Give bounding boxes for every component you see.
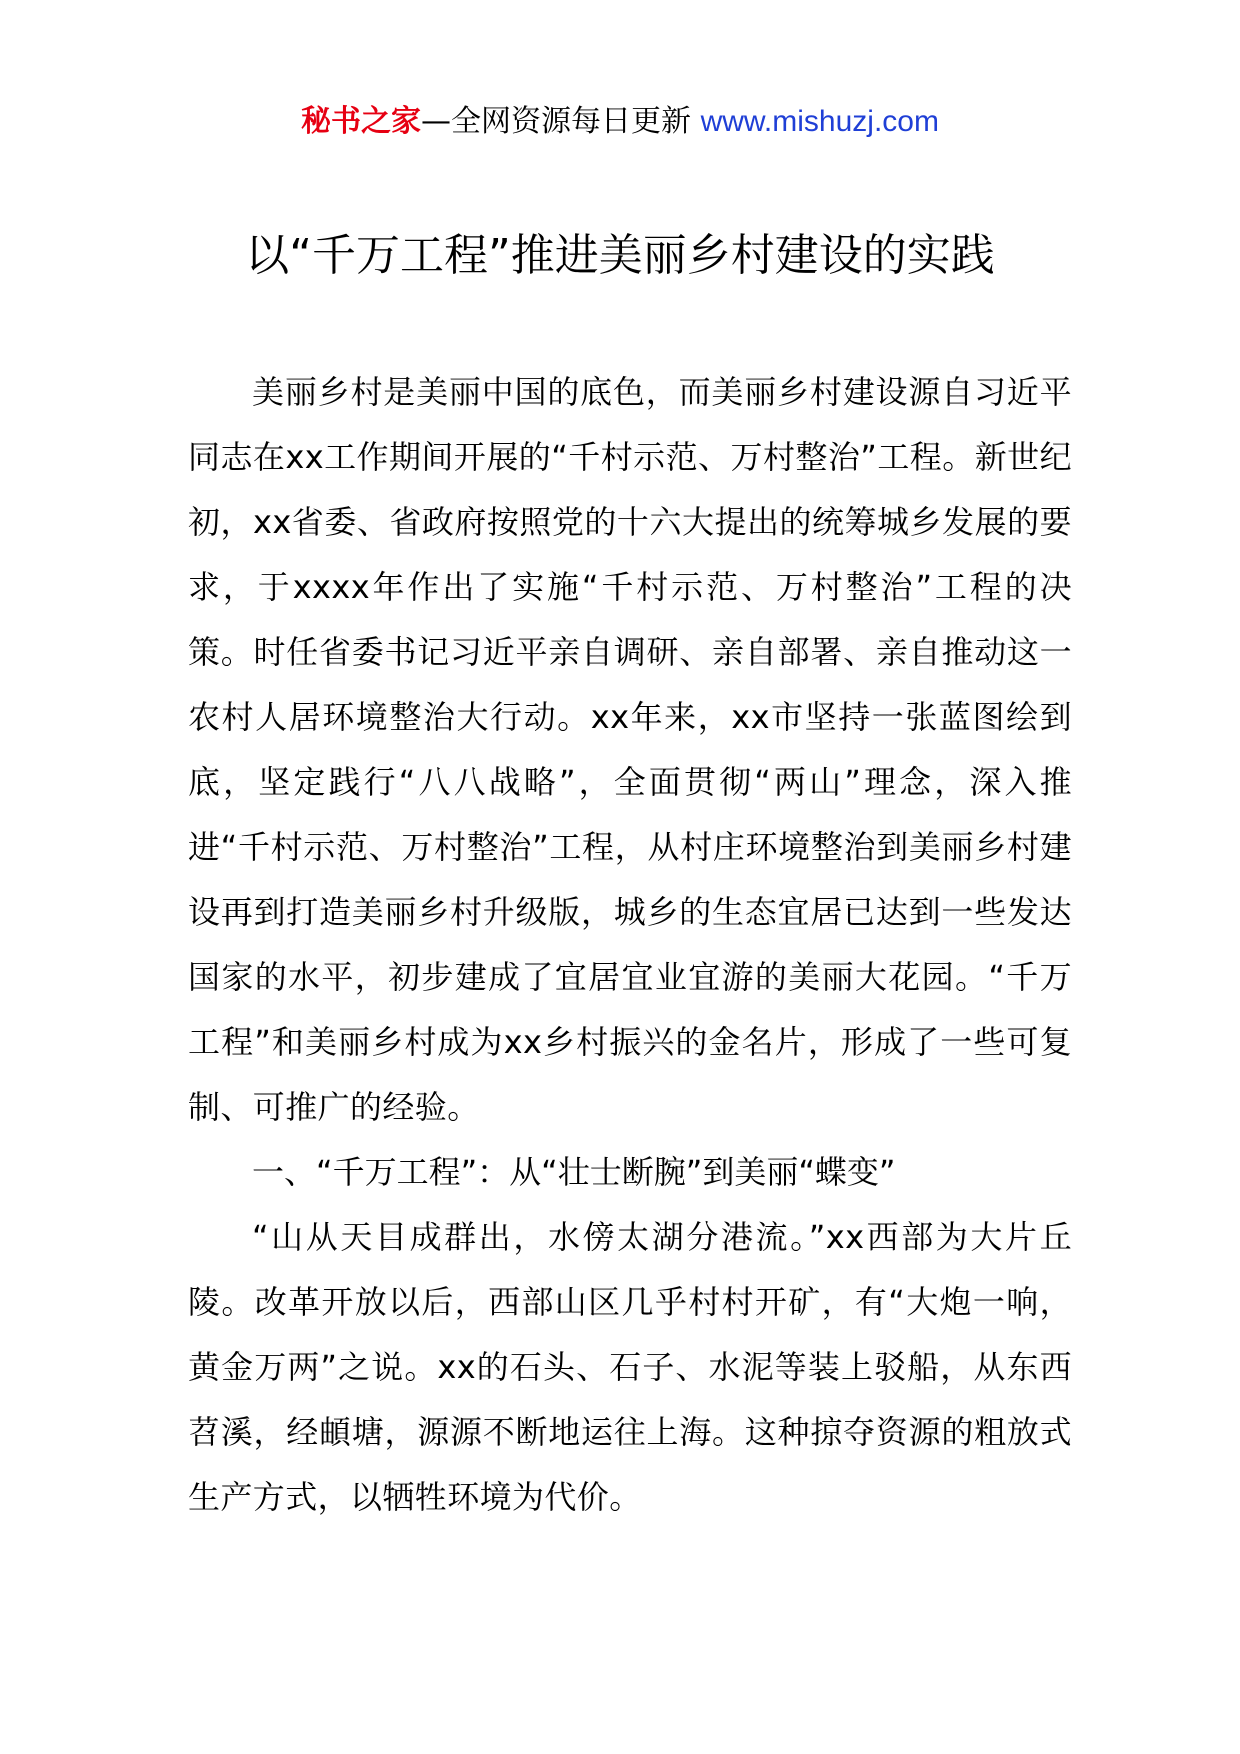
paragraph-intro: 美丽乡村是美丽中国的底色，而美丽乡村建设源自习近平同志在xx工作期间开展的“千村示范、万村整治”工程。新世纪初，xx省委、省政府按照党的十六大提出的统筹城乡发展的要求，于xxxx年作出了实施“千村示范、万村整治”工程的决策。时任省委书记习近平亲自调研、亲自部署、亲自推动这一农村人居环境整治大行动。xx年来，xx市坚持一张蓝图绘到底，坚定践行“八八战略”，全面贯彻“两山”理念，深入推进“千村示范、万村整治”工程，从村庄环境整治到美丽乡村建设再到打造美丽乡村升级版，城乡的生态宜居已达到一些发达国家的水平，初步建成了宜居宜业宜游的美丽大花园。“千万工程”和美丽乡村成为xx乡村振兴的金名片，形成了一些可复制、可推广的经验。: [188, 373, 1072, 1126]
document-title: 以“千万工程”推进美丽乡村建设的实践: [245, 230, 995, 281]
site-header: [0, 102, 1240, 142]
header-tagline: —全网资源每日更新: [421, 104, 701, 139]
site-url-link[interactable]: www.mishuzj.com: [700, 105, 939, 138]
brand-name: 秘书之家: [301, 104, 422, 139]
document-body: [188, 360, 1072, 1530]
section-heading-1: 一、“千万工程”：从“壮士断腕”到美丽“蝶变”: [252, 1153, 896, 1191]
paragraph-section-1: “山从天目成群出，水傍太湖分港流。”xx西部为大片丘陵。改革开放以后，西部山区几乎村村开矿，有“大炮一响，黄金万两”之说。xx的石头、石子、水泥等装上驳船，从东西苕溪，经頔塘，源源不断地运往上海。这种掠夺资源的粗放式生产方式，以牺牲环境为代价。: [188, 1218, 1072, 1516]
